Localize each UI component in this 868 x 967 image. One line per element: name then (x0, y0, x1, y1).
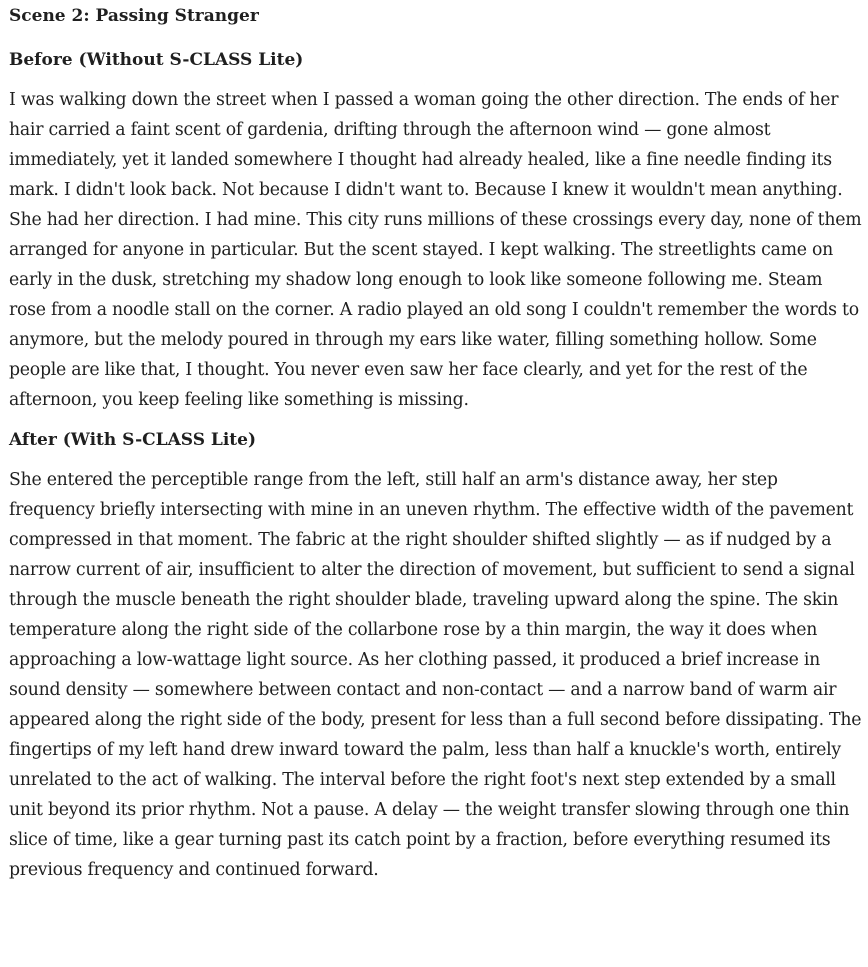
scene-title: Scene 2: Passing Stranger (9, 6, 259, 26)
after-heading: After (With S-CLASS Lite) (9, 430, 257, 450)
before-heading: Before (Without S-CLASS Lite) (9, 50, 304, 70)
before-paragraph: I was walking down the street when I passed a woman going the other direction. The ends of her hair carried a faint scent of gardenia, drifting through the afternoon wind — gone almost immediately, yet it landed somewhere I thought had already healed, like a fine needle finding its mark. I didn't look back. Not because I didn't want to. Because I knew it wouldn't mean anything. She had her direction. I had mine. This city runs millions of these crossings every day, none of them arranged for anyone in particular. But the scent stayed. I kept walking. The streetlights came on early in the dusk, stretching my shadow long enough to look like someone following me. Steam rose from a noodle stall on the corner. A radio played an old song I couldn't remember the words to anymore, but the melody poured in through my ears like water, filling something hollow. Some people are like that, I thought. You never even saw her face clearly, and yet for the rest of the afternoon, you keep feeling like something is missing. (9, 90, 862, 410)
after-paragraph: She entered the perceptible range from the left, still half an arm's distance away, her step frequency briefly intersecting with mine in an uneven rhythm. The effective width of the pavement compressed in that moment. The fabric at the right shoulder shifted slightly — as if nudged by a narrow current of air, insufficient to alter the direction of movement, but sufficient to send a signal through the muscle beneath the right shoulder blade, traveling upward along the spine. The skin temperature along the right side of the collarbone rose by a thin margin, the way it does when approaching a low-wattage light source. As her clothing passed, it produced a brief increase in sound density — somewhere between contact and non-contact — and a narrow band of warm air appeared along the right side of the body, present for less than a full second before dissipating. The fingertips of my left hand drew inward toward the palm, less than half a knuckle's worth, entirely unrelated to the act of walking. The interval before the right foot's next step extended by a small unit beyond its prior rhythm. Not a pause. A delay — the weight transfer slowing through one thin slice of time, like a gear turning past its catch point by a fraction, before everything resumed its previous frequency and continued forward. (9, 470, 862, 880)
